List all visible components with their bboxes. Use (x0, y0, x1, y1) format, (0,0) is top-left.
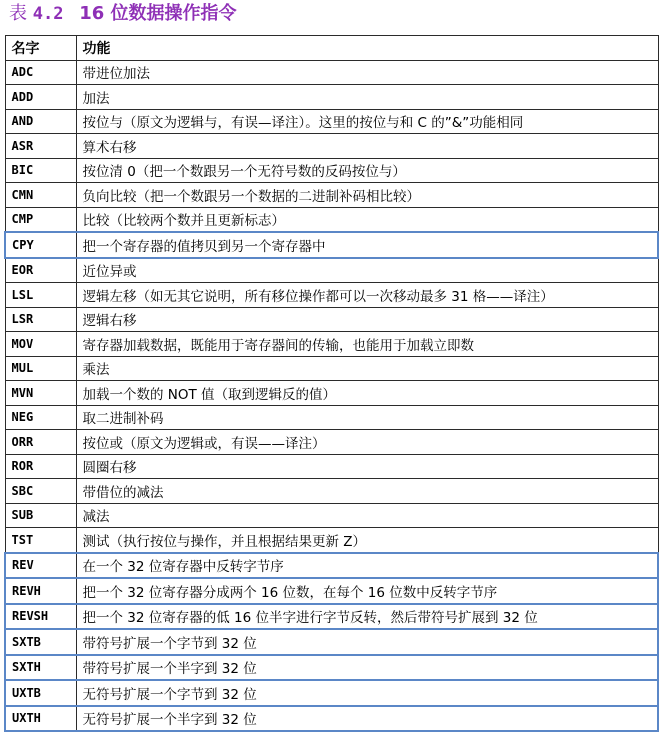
instruction-desc: 把一个 32 位寄存器的低 16 位半字进行字节反转，然后带符号扩展到 32 位 (76, 604, 658, 630)
instruction-desc: 加法 (76, 85, 658, 110)
table-row-highlighted (5, 655, 658, 681)
table-row (5, 528, 658, 553)
instruction-name: MVN (5, 381, 76, 406)
table-row-highlighted (5, 706, 658, 732)
table-row (5, 307, 658, 332)
instruction-name: MUL (5, 356, 76, 381)
instruction-name: EOR (5, 258, 76, 283)
instruction-name: ROR (5, 454, 76, 479)
instruction-desc: 在一个 32 位寄存器中反转字节序 (76, 553, 658, 579)
instruction-desc: 带借位的减法 (76, 479, 658, 504)
instruction-name: SUB (5, 503, 76, 528)
instruction-desc: 逻辑右移 (76, 307, 658, 332)
instruction-name: LSR (5, 307, 76, 332)
instruction-desc: 圆圈右移 (76, 454, 658, 479)
instruction-desc: 乘法 (76, 356, 658, 381)
instruction-desc: 负向比较（把一个数跟另一个数据的二进制补码相比较） (76, 183, 658, 208)
instruction-desc: 逻辑左移（如无其它说明，所有移位操作都可以一次移动最多 31 格——译注） (76, 283, 658, 308)
instruction-desc: 比较（比较两个数并且更新标志） (76, 207, 658, 232)
table-row (5, 356, 658, 381)
instruction-name: SXTH (5, 655, 76, 681)
instruction-name: ADC (5, 60, 76, 85)
instruction-name: SXTB (5, 629, 76, 655)
table-row (5, 85, 658, 110)
table-row (5, 134, 658, 159)
instruction-desc: 按位或（原文为逻辑或，有误——译注） (76, 430, 658, 455)
instruction-desc: 近位异或 (76, 258, 658, 283)
instruction-name: SBC (5, 479, 76, 504)
instruction-desc: 测试（执行按位与操作，并且根据结果更新 Z） (76, 528, 658, 553)
table-row-highlighted (5, 578, 658, 604)
table-row (5, 405, 658, 430)
instruction-name: NEG (5, 405, 76, 430)
instruction-table (4, 35, 659, 732)
table-row (5, 503, 658, 528)
instruction-name: REV (5, 553, 76, 579)
caption-number: 4.2 (32, 4, 64, 24)
header-function: 功能 (76, 36, 658, 61)
instruction-desc: 带进位加法 (76, 60, 658, 85)
instruction-name: UXTH (5, 706, 76, 732)
table-row (5, 183, 658, 208)
instruction-name: TST (5, 528, 76, 553)
caption-label: 表 (9, 3, 27, 24)
instruction-desc: 取二进制补码 (76, 405, 658, 430)
table-row (5, 109, 658, 134)
caption-title: 16 位数据操作指令 (79, 3, 237, 24)
instruction-desc: 把一个 32 位寄存器分成两个 16 位数，在每个 16 位数中反转字节序 (76, 578, 658, 604)
instruction-desc: 带符号扩展一个半字到 32 位 (76, 655, 658, 681)
table-row-highlighted (5, 629, 658, 655)
instruction-name: REVH (5, 578, 76, 604)
instruction-desc: 寄存器加载数据，既能用于寄存器间的传输，也能用于加载立即数 (76, 332, 658, 357)
table-row-highlighted (5, 680, 658, 706)
table-header-row (5, 36, 658, 61)
instruction-name: CMP (5, 207, 76, 232)
table-row (5, 283, 658, 308)
instruction-desc: 按位清 0（把一个数跟另一个无符号数的反码按位与） (76, 158, 658, 183)
instruction-desc: 把一个寄存器的值拷贝到另一个寄存器中 (76, 232, 658, 258)
instruction-desc: 按位与（原文为逻辑与，有误—译注）。这里的按位与和 C 的”&”功能相同 (76, 109, 658, 134)
table-row (5, 207, 658, 232)
table-row (5, 430, 658, 455)
instruction-desc: 算术右移 (76, 134, 658, 159)
table-row (5, 332, 658, 357)
instruction-name: ASR (5, 134, 76, 159)
instruction-name: REVSH (5, 604, 76, 630)
table-row (5, 479, 658, 504)
instruction-name: LSL (5, 283, 76, 308)
table-row (5, 60, 658, 85)
instruction-name: AND (5, 109, 76, 134)
instruction-name: MOV (5, 332, 76, 357)
header-name: 名字 (5, 36, 76, 61)
table-row-highlighted (5, 232, 658, 258)
instruction-desc: 无符号扩展一个字节到 32 位 (76, 680, 658, 706)
instruction-name: CMN (5, 183, 76, 208)
instruction-desc: 减法 (76, 503, 658, 528)
instruction-name: CPY (5, 232, 76, 258)
instruction-desc: 加载一个数的 NOT 值（取到逻辑反的值） (76, 381, 658, 406)
table-caption (9, 3, 237, 25)
instruction-name: ORR (5, 430, 76, 455)
instruction-name: ADD (5, 85, 76, 110)
instruction-name: BIC (5, 158, 76, 183)
table-row (5, 158, 658, 183)
table-row (5, 381, 658, 406)
table-row-highlighted (5, 604, 658, 630)
table-row (5, 258, 658, 283)
instruction-desc: 带符号扩展一个字节到 32 位 (76, 629, 658, 655)
instruction-name: UXTB (5, 680, 76, 706)
instruction-desc: 无符号扩展一个半字到 32 位 (76, 706, 658, 732)
table-row-highlighted (5, 553, 658, 579)
table-row (5, 454, 658, 479)
